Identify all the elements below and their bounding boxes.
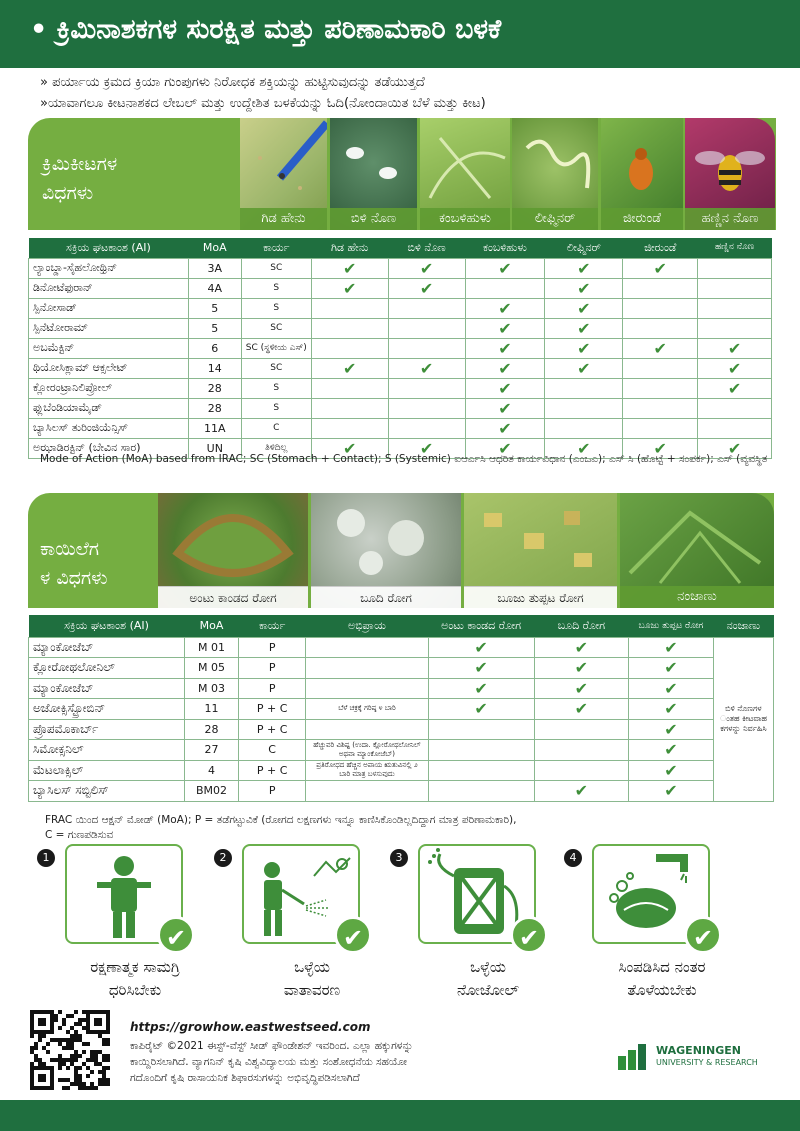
virus-vector-note: ಬಿಳಿ ನೊಣಗಳ ಂತಹ ಕೀಟವಾಹ ಕಗಳನ್ನು ನಿರ್ವಹಿಸಿ <box>713 637 773 801</box>
table-cell <box>698 418 772 438</box>
table-cell <box>545 418 623 438</box>
column-header: ಕಂಬಳಿಹುಳು <box>465 238 545 258</box>
check-mark-icon: ✔ <box>465 398 545 418</box>
table-cell: ಪ್ರತಿರೋಧದ ಹೆಚ್ಚಿನ ಅಪಾಯ ಋತುವಿನಲ್ಲಿ ೨ ಬಾರಿ ಮಾತ್ರ ಬಳಸುವುದು <box>306 760 428 781</box>
column-header: ಸಕ್ರಿಯ ಘಟಕಾಂಶ (AI) <box>29 615 185 637</box>
table-cell <box>545 398 623 418</box>
step-caption: ರಕ್ಷಣಾತ್ಮಕ ಸಾಮಗ್ರಿ ಧರಿಸಿಬೇಕು <box>90 958 180 999</box>
step-caption: ಒಳ್ಳೆಯ ವಾತಾವರಣ <box>283 958 341 999</box>
table-cell <box>311 398 388 418</box>
footer-bar <box>0 1100 800 1131</box>
bullet-item: »ಯಾವಾಗಲೂ ಕೀಟನಾಶಕದ ಲೇಬಲ್ ಮತ್ತು ಉದ್ದೇಶಿತ ಬಳಕೆಯನ್ನು ಓದಿ(ನೋಂದಾಯಿತ ಬೆಳೆ ಮತ್ತು ಕೀಟ) <box>40 96 486 111</box>
table-cell: 11 <box>185 699 239 720</box>
table-cell: S <box>241 378 311 398</box>
wageningen-logo: WAGENINGEN UNIVERSITY & RESEARCH <box>618 1042 768 1072</box>
check-mark-icon: ✔ <box>534 658 628 679</box>
check-mark-icon: ✔ <box>545 358 623 378</box>
check-mark-icon: ✔ <box>534 699 628 720</box>
table-cell: 4 <box>185 760 239 781</box>
table-cell: ಮ್ಯಾಂಕೋಜೆಬ್ <box>29 678 185 699</box>
check-mark-icon: ✔ <box>698 438 772 458</box>
whitefly-photo: ಬಿಳಿ ನೊಣ <box>330 118 417 230</box>
table-cell: C <box>241 418 311 438</box>
check-mark-icon: ✔ <box>545 298 623 318</box>
column-header: ಸಕ್ರಿಯ ಘಟಕಾಂಶ (AI) <box>29 238 189 258</box>
check-icon: ✔ <box>157 916 195 954</box>
table-cell <box>465 278 545 298</box>
table-cell: 28 <box>185 719 239 740</box>
step-number: 1 <box>37 849 55 867</box>
column-header: ಹಣ್ಣಿನ ನೊಣ <box>698 238 772 258</box>
check-mark-icon: ✔ <box>629 719 714 740</box>
table-cell: 14 <box>188 358 241 378</box>
table-cell: ಮೆಟಲಾಕ್ಸಿಲ್ <box>29 760 185 781</box>
table-cell: ಅಬಮೆಕ್ಟಿನ್ <box>29 338 189 358</box>
table-cell: ಅಝಾಡಿರಕ್ಟಿನ್ (ಬೇವಿನ ಸಾರ) <box>29 438 189 458</box>
table-cell: ಥಿಯೋಸಿಕ್ಲಾಮ್ ಆಕ್ಸಲೇಟ್ <box>29 358 189 378</box>
check-icon: ✔ <box>684 916 722 954</box>
table-row <box>29 278 772 298</box>
column-header: ಗಿಡ ಹೇನು <box>311 238 388 258</box>
disease-footnote: FRAC ಯಿಂದ ಆಕ್ಷನ್ ಮೋಡ್ (MoA); P = ತಡೆಗಟ್ಟುವಿಕೆ (ರೋಗದ ಲಕ್ಷಣಗಳು ಇನ್ನೂ ಕಾಣಿಸಿಕೊಂಡಿಲ್ಲದಿದ್ದಾಗ ಮಾತ್ರ ಪರಿಣಾಮಕಾರಿ), C = ಗುಣಪಡಿಸುವ <box>45 814 517 841</box>
table-cell: ಅಜೋಕ್ಸಿಸ್ಟ್ರೋಬಿನ್ <box>29 699 185 720</box>
table-cell: P <box>238 658 305 679</box>
table-cell: ಪ್ರೊಪಮೊಕಾರ್ಬ್ <box>29 719 185 740</box>
insecticide-table <box>28 238 772 459</box>
check-mark-icon: ✔ <box>545 318 623 338</box>
check-mark-icon: ✔ <box>388 358 465 378</box>
check-mark-icon: ✔ <box>545 278 623 298</box>
caterpillar-photo: ಕಂಬಳಿಹುಳು <box>420 118 510 230</box>
check-mark-icon: ✔ <box>388 278 465 298</box>
table-cell <box>534 760 628 781</box>
table-cell: 28 <box>188 378 241 398</box>
column-header: MoA <box>188 238 241 258</box>
table-cell: M 05 <box>185 658 239 679</box>
downy-mildew-photo: ಬೂಜು ತುಪ್ಪಟ ರೋಗ <box>464 493 617 608</box>
table-cell: ಬ್ಯಾಸಿಲಸ್ ಸಬ್ಟಿಲಿಸ್ <box>29 781 185 802</box>
table-cell: P + C <box>238 719 305 740</box>
column-header: ಜೀರುಂಡೆ <box>623 238 698 258</box>
table-cell <box>698 258 772 278</box>
check-mark-icon: ✔ <box>311 278 388 298</box>
table-cell <box>545 378 623 398</box>
table-cell <box>698 318 772 338</box>
column-header: ನಂಜಾಣು <box>713 615 773 637</box>
check-mark-icon: ✔ <box>465 438 545 458</box>
table-cell: 11A <box>188 418 241 438</box>
check-mark-icon: ✔ <box>428 637 534 658</box>
pest-footnote: Mode of Action (MoA) based from IRAC; SC (Stomach + Contact); S (Systemic) ಐಆರ್ಎಸಿ ಆಧರಿತ ಕಾರ್ಯವಿಧಾನ (ಎಂಒಎ); ಎಸ್ ಸಿ (ಹೊಟ್ಟೆ + ಸಂಪರ್ಕ); ಎಸ್ (ವ್ಯವಸ್ಥಿತ <box>40 453 768 465</box>
table-cell <box>534 740 628 761</box>
table-cell <box>388 298 465 318</box>
table-cell: P + C <box>238 699 305 720</box>
check-mark-icon: ✔ <box>311 358 388 378</box>
table-cell: UN <box>188 438 241 458</box>
table-cell: C <box>238 740 305 761</box>
table-cell <box>623 398 698 418</box>
leafminer-photo: ಲೀಫ್ಮಿನರ್ <box>512 118 598 230</box>
column-header: ಅಂಟು ಕಾಂಡದ ರೋಗ <box>428 615 534 637</box>
table-cell: P <box>238 637 305 658</box>
table-cell <box>698 298 772 318</box>
table-cell: P + C <box>238 760 305 781</box>
table-row <box>29 699 774 720</box>
check-mark-icon: ✔ <box>428 699 534 720</box>
table-cell <box>623 358 698 378</box>
check-mark-icon: ✔ <box>428 678 534 699</box>
table-cell <box>311 418 388 438</box>
check-mark-icon: ✔ <box>698 378 772 398</box>
table-cell <box>311 298 388 318</box>
table-cell: ಸಿಮೋಕ್ಸನಿಲ್ <box>29 740 185 761</box>
table-cell <box>623 298 698 318</box>
fruitfly-photo: ಹಣ್ಣಿನ ನೊಣ <box>685 118 775 230</box>
check-icon: ✔ <box>334 916 372 954</box>
check-mark-icon: ✔ <box>534 781 628 802</box>
table-cell <box>306 781 428 802</box>
table-cell <box>428 760 534 781</box>
intro-bullets <box>40 72 790 114</box>
table-cell: S <box>241 278 311 298</box>
check-mark-icon: ✔ <box>623 338 698 358</box>
table-cell <box>388 318 465 338</box>
check-mark-icon: ✔ <box>465 338 545 358</box>
table-cell: BM02 <box>185 781 239 802</box>
table-cell: 27 <box>185 740 239 761</box>
check-mark-icon: ✔ <box>465 298 545 318</box>
check-mark-icon: ✔ <box>428 658 534 679</box>
check-mark-icon: ✔ <box>629 699 714 720</box>
check-mark-icon: ✔ <box>465 418 545 438</box>
table-cell <box>388 338 465 358</box>
pest-band-title: ಕ್ರಿಮಿಕೀಟಗಳ ವಿಧಗಳು <box>42 153 118 204</box>
table-cell: ಬೆಳೆ ಚಕ್ರಕ್ಕೆ ಗರಿಷ್ಠ ೪ ಬಾರಿ <box>306 699 428 720</box>
check-mark-icon: ✔ <box>545 438 623 458</box>
table-cell <box>428 781 534 802</box>
table-row <box>29 740 774 761</box>
table-row <box>29 781 774 802</box>
column-header: ಬೂಜು ತುಪ್ಪಟ ರೋಗ <box>629 615 714 637</box>
powdery-mildew-photo: ಬೂದಿ ರೋಗ <box>311 493 461 608</box>
virus-photo: ನಂಜಾಣು <box>620 493 774 608</box>
table-cell <box>698 278 772 298</box>
table-cell: ಫ್ಲುಬೆಂಡಿಯಾಮೈಡ್ <box>29 398 189 418</box>
check-mark-icon: ✔ <box>311 258 388 278</box>
table-cell: P <box>238 678 305 699</box>
table-cell: S <box>241 398 311 418</box>
qr-code[interactable] <box>30 1010 110 1090</box>
table-cell <box>388 398 465 418</box>
bullet-item: » ಪರ್ಯಾಯ ಕ್ರಮದ ಕ್ರಿಯಾ ಗುಂಪುಗಳು ನಿರೋಧಕ ಶಕ್ತಿಯನ್ನು ಹುಟ್ಟಿಸುವುದನ್ನು ತಡೆಯುತ್ತದೆ <box>40 75 425 90</box>
column-header: MoA <box>185 615 239 637</box>
table-cell: ಸ್ಪಿನೆಟೋರಾಮ್ <box>29 318 189 338</box>
column-header: ಅಭಿಪ್ರಾಯ <box>306 615 428 637</box>
table-cell <box>623 418 698 438</box>
table-row <box>29 338 772 358</box>
check-mark-icon: ✔ <box>534 678 628 699</box>
table-cell <box>306 678 428 699</box>
table-cell: 28 <box>188 398 241 418</box>
table-cell: 5 <box>188 298 241 318</box>
table-cell: 5 <box>188 318 241 338</box>
table-row <box>29 358 772 378</box>
table-cell <box>388 418 465 438</box>
disease-band-title: ಕಾಯಿಲೆಗ ಳ ವಿಧಗಳು <box>40 538 108 589</box>
check-mark-icon: ✔ <box>465 258 545 278</box>
copyright-text: ಕಾಪಿರೈಟ್ ©2021 ಈಸ್ಟ್-ವೆಸ್ಟ್ ಸೀಡ್ ಫೌಂಡೇಶನ್ ಇವರಿಂದ. ಎಲ್ಲಾ ಹಕ್ಕುಗಳನ್ನು ಕಾಯ್ದಿರಿಸಲಾಗಿದೆ. ವ್ಯಾಗನಿನ್ ಕೃಷಿ ವಿಶ್ವವಿದ್ಯಾಲಯ ಮತ್ತು ಸಂಶೋಧನೆಯ ಸಹಯೋ ಗದೊಂದಿಗೆ ಕೃಷಿ ರಾಸಾಯನಿಕ ಶಿಫಾರಸುಗಳನ್ನು ಅಭಿವೃದ್ಧಿಪಡಿಸಲಾಗಿದೆ <box>130 1040 414 1084</box>
table-cell: M 01 <box>185 637 239 658</box>
table-cell: SC <box>241 258 311 278</box>
table-row <box>29 378 772 398</box>
table-header-row <box>29 615 774 637</box>
table-cell <box>428 740 534 761</box>
table-row <box>29 418 772 438</box>
table-cell <box>623 318 698 338</box>
column-header: ಬೂದಿ ರೋಗ <box>534 615 628 637</box>
check-mark-icon: ✔ <box>465 378 545 398</box>
table-row <box>29 318 772 338</box>
table-row <box>29 658 774 679</box>
page-title: • ಕ್ರಿಮಿನಾಶಕಗಳ ಸುರಕ್ಷಿತ ಮತ್ತು ಪರಿಣಾಮಕಾರಿ ಬಳಕೆ <box>0 0 800 68</box>
table-cell: ಸ್ಪಿನೋಸಾಡ್ <box>29 298 189 318</box>
table-cell <box>306 637 428 658</box>
check-mark-icon: ✔ <box>388 258 465 278</box>
table-cell <box>623 278 698 298</box>
fungicide-table <box>28 615 774 802</box>
table-row <box>29 637 774 658</box>
check-mark-icon: ✔ <box>698 338 772 358</box>
table-cell <box>534 719 628 740</box>
table-cell: SC <box>241 318 311 338</box>
step-caption: ಸಿಂಪಡಿಸಿದ ನಂತರ ತೊಳೆಯಬೇಕು <box>618 958 706 999</box>
column-header: ಬಿಳಿ ನೊಣ <box>388 238 465 258</box>
table-cell: SC <box>241 358 311 378</box>
table-cell: 6 <box>188 338 241 358</box>
table-cell <box>306 719 428 740</box>
check-mark-icon: ✔ <box>629 740 714 761</box>
table-row <box>29 258 772 278</box>
check-mark-icon: ✔ <box>534 637 628 658</box>
table-cell: M 03 <box>185 678 239 699</box>
table-cell: ಹೆಚ್ಚುವರಿ ವಿಶಿಷ್ಟ (ಉದಾ. ಕ್ಲೋರೋಥಲೋನಿಲ್ ಅಥವಾ ಮ್ಯಾಂಕೋಜೆಬ್) <box>306 740 428 761</box>
website-link[interactable]: https://growhow.eastwestseed.com <box>130 1020 371 1034</box>
step-number: 2 <box>214 849 232 867</box>
column-header: ಕಾರ್ಯ <box>241 238 311 258</box>
check-mark-icon: ✔ <box>629 637 714 658</box>
table-cell <box>428 719 534 740</box>
column-header: ಲೀಫ್ಮಿನರ್ <box>545 238 623 258</box>
beetle-photo: ಜೀರುಂಡೆ <box>601 118 683 230</box>
check-mark-icon: ✔ <box>629 678 714 699</box>
table-cell <box>623 378 698 398</box>
check-mark-icon: ✔ <box>629 781 714 802</box>
table-cell: S <box>241 298 311 318</box>
aphid-photo: ಗಿಡ ಹೇನು <box>240 118 327 230</box>
table-row <box>29 760 774 781</box>
table-cell: ಕ್ಲೋರಂಟ್ರಾನಿಲಿಪ್ರೋಲ್ <box>29 378 189 398</box>
table-cell <box>311 378 388 398</box>
check-mark-icon: ✔ <box>698 358 772 378</box>
table-cell: SC (ಸ್ಥಳೀಯ ಎಸ್) <box>241 338 311 358</box>
table-cell <box>306 658 428 679</box>
gummy-stem-photo: ಅಂಟು ಕಾಂಡದ ರೋಗ <box>158 493 308 608</box>
table-header-row <box>29 238 772 258</box>
check-mark-icon: ✔ <box>311 438 388 458</box>
table-cell: 4A <box>188 278 241 298</box>
check-mark-icon: ✔ <box>623 438 698 458</box>
check-mark-icon: ✔ <box>465 318 545 338</box>
check-mark-icon: ✔ <box>465 358 545 378</box>
table-cell: 3A <box>188 258 241 278</box>
table-cell <box>311 318 388 338</box>
table-cell: ಮ್ಯಾಂಕೋಜೆಬ್ <box>29 637 185 658</box>
table-cell <box>311 338 388 358</box>
check-mark-icon: ✔ <box>545 338 623 358</box>
table-row <box>29 298 772 318</box>
column-header: ಕಾರ್ಯ <box>238 615 305 637</box>
table-cell: ಬ್ಯಾಸಿಲಸ್ ತುರಿಂಜಿಯೆನ್ಸಿಸ್ <box>29 418 189 438</box>
step-caption: ಒಳ್ಳೆಯ ನೋಜೋಲ್ <box>457 958 519 999</box>
table-cell: ಡಿನೋಟೆಫುರಾನ್ <box>29 278 189 298</box>
table-cell <box>698 398 772 418</box>
table-cell <box>388 378 465 398</box>
table-row <box>29 719 774 740</box>
table-row <box>29 398 772 418</box>
table-row <box>29 678 774 699</box>
table-cell: ಕ್ಲೋರೋಥಲೋನಿಲ್ <box>29 658 185 679</box>
check-mark-icon: ✔ <box>629 760 714 781</box>
table-cell: ತಿಳಿದಿಲ್ಲ <box>241 438 311 458</box>
check-icon: ✔ <box>510 916 548 954</box>
step-number: 3 <box>390 849 408 867</box>
check-mark-icon: ✔ <box>388 438 465 458</box>
check-mark-icon: ✔ <box>629 658 714 679</box>
table-cell: ಲ್ಯಾಂಬ್ಡಾ-ಸೈಹಲೋಥ್ರಿನ್ <box>29 258 189 278</box>
check-mark-icon: ✔ <box>623 258 698 278</box>
check-mark-icon: ✔ <box>545 258 623 278</box>
table-cell: P <box>238 781 305 802</box>
step-number: 4 <box>564 849 582 867</box>
